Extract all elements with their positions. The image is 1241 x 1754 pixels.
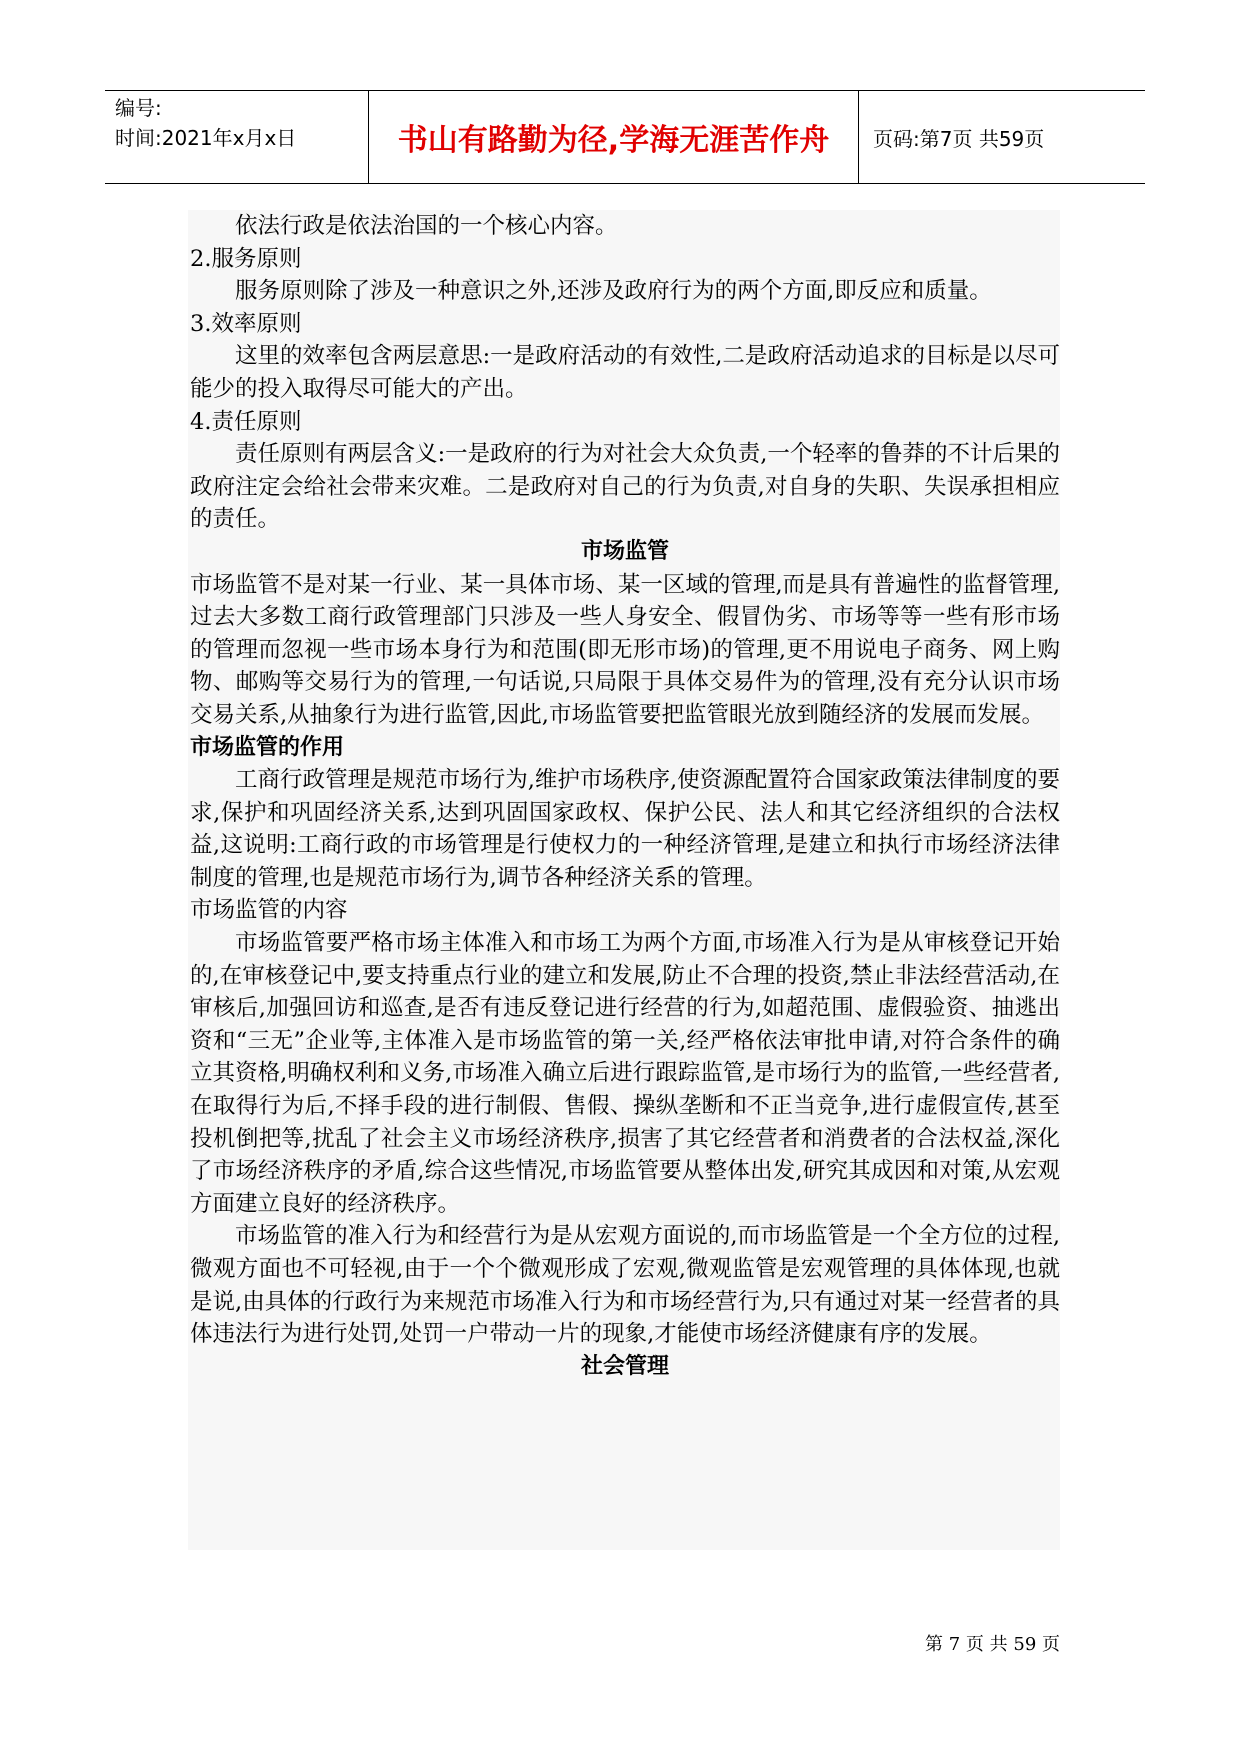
number-label: 编号: — [115, 96, 162, 120]
paragraph-market-supervision-role: 工商行政管理是规范市场行为,维护市场秩序,使资源配置符合国家政策法律制度的要求,保护和巩固经济关系,达到巩固国家政权、保护公民、法人和其它经济组织的合法权益,这说明:工商行政的市场管理是行使权力的一种经济管理,是建立和执行市场经济法律制度的管理,也是规范市场行为,调节各种经济关系的管理。 — [190, 767, 1060, 891]
heading-service-principle: 2.服务原则 — [190, 245, 302, 272]
header-page-info: 页码:第7页 共59页 — [873, 126, 1045, 151]
paragraph-service-principle: 服务原则除了涉及一种意识之外,还涉及政府行为的两个方面,即反应和质量。 — [235, 278, 992, 305]
paragraph-market-content-2: 市场监管的准入行为和经营行为是从宏观方面说的,而市场监管是一个全方位的过程,微观方面也不可轻视,由于一个个微观形成了宏观,微观监管是宏观管理的具体体现,也就是说,由具体的行政行为来规范市场准入行为和市场经营行为,只有通过对某一经营者的具体违法行为进行处罚,处罚一户带动一片的现象,才能使市场经济健康有序的发展。 — [190, 1223, 1060, 1348]
page-header — [105, 90, 1145, 184]
paragraph-rule-of-law: 依法行政是依法治国的一个核心内容。 — [235, 213, 618, 239]
paragraph-market-supervision: 市场监管不是对某一行业、某一具体市场、某一区域的管理,而是具有普遍性的监督管理,过去大多数工商行政管理部门只涉及一些人身安全、假冒伪劣、市场等等一些有形市场的管理而忽视一些市场本身行为和范围(即无形市场)的管理,更不用说电子商务、网上购物、邮购等交易行为的管理,一句话说,只局限于具体交易件为的管理,没有充分认识市场交易关系,从抽象行为进行监管,因此,市场监管要把监管眼光放到随经济的发展而发展。 — [190, 571, 1060, 728]
heading-market-supervision-role: 市场监管的作用 — [190, 734, 345, 760]
header-motto: 书山有路勤为径,学海无涯苦作舟 — [369, 91, 859, 183]
section-title-social-management: 社会管理 — [580, 1353, 669, 1379]
paragraph-market-content-1: 市场监管要严格市场主体准入和市场工为两个方面,市场准入行为是从审核登记开始的,在审核登记中,要支持重点行业的建立和发展,防止不合理的投资,禁止非法经营活动,在审核后,加强回访和巡查,是否有违反登记进行经营的行为,如超范围、虚假验资、抽逃出资和“三无”企业等,主体准入是市场监管的第一关,经严格依法审批申请,对符合条件的确立其资格,明确权利和义务,市场准入确立后进行跟踪监管,是市场行为的监管,一些经营者,在取得行为后,不择手段的进行制假、售假、操纵垄断和不正当竞争,进行虚假宣传,甚至投机倒把等,扰乱了社会主义市场经济秩序,损害了其它经营者和消费者的合法权益,深化了市场经济秩序的矛盾,综合这些情况,市场监管要从整体出发,研究其成因和对策,从宏观方面建立良好的经济秩序。 — [190, 930, 1060, 1217]
document-body — [190, 210, 1060, 1383]
paragraph-responsibility-principle: 责任原则有两层含义:一是政府的行为对社会大众负责,一个轻率的鲁莽的不计后果的政府注定会给社会带来灾难。二是政府对自己的行为负责,对自身的失职、失误承担相应的责任。 — [190, 441, 1060, 533]
heading-market-supervision-content: 市场监管的内容 — [190, 897, 348, 924]
paragraph-efficiency-principle: 这里的效率包含两层意思:一是政府活动的有效性,二是政府活动追求的目标是以尽可能少的投入取得尽可能大的产出。 — [190, 343, 1060, 402]
heading-responsibility-principle: 4.责任原则 — [190, 408, 302, 435]
time-label: 时间:2021年x月x日 — [115, 126, 297, 150]
heading-efficiency-principle: 3.效率原则 — [190, 310, 302, 337]
section-title-market-supervision: 市场监管 — [580, 538, 669, 564]
page-footer: 第 7 页 共 59 页 — [925, 1634, 1060, 1655]
header-meta — [105, 91, 369, 183]
